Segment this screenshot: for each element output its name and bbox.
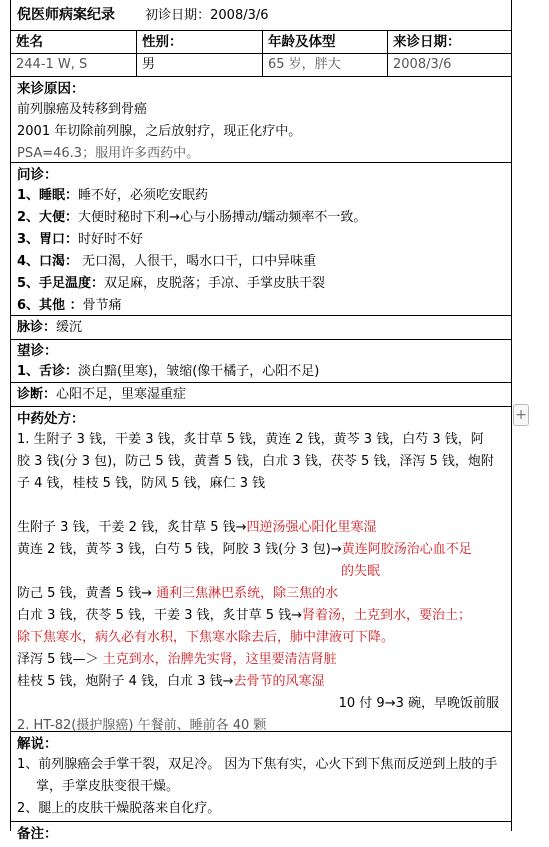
herb-note-herbs: 黄连 2 钱，黄芩 3 钱，白芍 5 钱，阿胶 3 钱(分 3 包)→: [17, 542, 342, 557]
tongue-text: 淡白黯(里寒)，皱缩(像干橘子，心阳不足): [78, 364, 320, 379]
herb-note: [17, 517, 505, 539]
prescription-item-2: 2. HT-82(摄护腺癌) 午餐前、睡前各 40 颗: [17, 718, 267, 733]
patient-id-value: 244-1 W, S: [11, 54, 137, 76]
age-build-value: 65 岁，胖大: [263, 54, 388, 76]
inquiry-item: [17, 251, 505, 273]
inquiry-item-text: 无口渴，人很干，喝水口干，口中异味重: [78, 254, 317, 269]
inquiry-item-label: 4、口渴：: [17, 254, 79, 269]
inquiry-item-label: 2、大便：: [17, 210, 79, 225]
inspection-heading: 望诊：: [17, 343, 58, 359]
explanation-section: [11, 732, 511, 822]
reason-heading: 来诊原因：: [17, 81, 85, 97]
explanation-heading: 解说：: [17, 736, 58, 752]
herb-note: [17, 649, 505, 671]
visit-date-label: 来诊日期：: [393, 34, 461, 50]
tongue-diagnosis-line: [17, 361, 505, 383]
inquiry-item-text: 睡不好，必须吃安眠药: [78, 188, 209, 203]
inquiry-heading: 问诊：: [17, 167, 58, 183]
reason-line: 前列腺癌及转移到骨癌: [17, 102, 148, 117]
diagnosis-text: 心阳不足，里寒湿重症: [56, 387, 187, 402]
inquiry-item: [17, 229, 505, 251]
tongue-label: 1、舌诊：: [17, 364, 79, 379]
inquiry-item-text: 骨节痛: [82, 298, 122, 313]
herb-note-continuation: 的失眠: [341, 564, 381, 579]
pulse-text: 缓沉: [56, 320, 83, 335]
add-row-button[interactable]: +: [513, 404, 529, 426]
inquiry-item-text: 时好时不好: [78, 232, 144, 247]
dosage-instructions: 10 付 9→3 碗，早晚饭前服: [338, 696, 499, 711]
herb-note-herbs: 桂枝 5 钱，炮附子 4 钱，白朮 3 钱→: [17, 674, 234, 689]
patient-info-value-row: [11, 54, 511, 77]
record-header: [11, 0, 511, 31]
diagnosis-section: [11, 383, 511, 407]
herb-note-herbs: 防己 5 钱，黄耆 5 钱→: [17, 586, 157, 601]
remarks-section: [11, 822, 511, 847]
patient-info-header-row: [11, 31, 511, 54]
prescription-heading: 中药处方：: [17, 411, 85, 427]
inquiry-item-label: 3、胃口：: [17, 232, 79, 247]
formula-line: 胶 3 钱(分 3 包)，防己 5 钱，黄耆 5 钱，白朮 3 钱，茯苓 5 钱，泽泻 5 钱，炮附: [17, 454, 494, 469]
inquiry-item-text: 大便时秘时下利→心与小肠搏动/蠕动频率不一致。: [78, 210, 367, 225]
inquiry-item: [17, 273, 505, 295]
name-label: 姓名: [11, 31, 137, 53]
inquiry-item: [17, 295, 505, 317]
herb-note-effect: 土克到水，治脾先实肾，这里要清洁肾脏: [102, 652, 337, 667]
inquiry-item-label: 6、其他 ：: [17, 298, 83, 313]
diagnosis-label: 诊断：: [17, 387, 57, 402]
herb-note-effect: 肾着汤，土克到水，要治土；: [302, 608, 472, 623]
prescription-section: [11, 407, 511, 732]
explanation-item: 1、前列腺癌会手掌干裂，双足冷。 因为下焦有实，心火下到下焦而反逆到上肢的手掌，手掌皮肤变很干燥。: [17, 757, 498, 794]
formula-line: 子 4 钱，桂枝 5 钱，防风 5 钱，麻仁 3 钱: [17, 476, 266, 491]
explanation-item: 2、腿上的皮肤干燥脱落来自化疗。: [17, 801, 221, 816]
herb-note-herbs: 泽泻 5 钱—＞: [17, 652, 103, 667]
age-build-label: 年龄及体型: [263, 31, 388, 53]
inquiry-item: [17, 207, 505, 229]
herb-note: [17, 583, 505, 605]
inspection-section: [11, 340, 511, 383]
formula-line: 1. 生附子 3 钱，干姜 3 钱，炙甘草 5 钱，黄连 2 钱，黄芩 3 钱，白芍 3 钱，阿: [17, 432, 484, 447]
herb-note-effect: 通利三焦淋巴系统，除三焦的水: [156, 586, 339, 601]
herb-note: [17, 671, 505, 693]
inquiry-item-text: 双足麻，皮脱落；手凉、手掌皮肤干裂: [104, 276, 326, 291]
blank-line: [17, 495, 505, 517]
gender-value: 男: [137, 54, 263, 76]
gender-label: 性别：: [137, 31, 263, 53]
reason-line: 2001 年切除前列腺，之后放射疗，现正化疗中。: [17, 124, 302, 139]
herb-note-herbs: 生附子 3 钱，干姜 2 钱，炙甘草 5 钱→: [17, 520, 247, 535]
inquiry-item: [17, 185, 505, 207]
first-visit-date: 初诊日期：2008/3/6: [145, 8, 269, 23]
reason-section: [11, 77, 511, 163]
pulse-label: 脉诊：: [17, 320, 57, 335]
visit-date-value: 2008/3/6: [393, 57, 452, 72]
diagnosis-line: [17, 384, 505, 406]
herb-note: [17, 539, 505, 561]
pulse-line: [17, 317, 505, 339]
remarks-heading: 备注：: [17, 826, 58, 842]
herb-note-effect: 去骨节的风寒湿: [233, 674, 325, 689]
inquiry-item-label: 5、手足温度：: [17, 276, 105, 291]
inquiry-item-label: 1、睡眠：: [17, 188, 79, 203]
herb-note-effect: 四逆汤强心阳化里寒湿: [246, 520, 377, 535]
pulse-section: [11, 316, 511, 340]
herb-note-effect: 黄连阿胶汤治心血不足: [341, 542, 472, 557]
reason-line: PSA=46.3；服用许多西药中。: [17, 146, 200, 161]
herb-note-herbs: 白朮 3 钱，茯苓 5 钱，干姜 3 钱，炙甘草 5 钱→: [17, 608, 303, 623]
herb-note-continuation: 除下焦寒水，病久必有水积，下焦寒水除去后，肺中津液可下降。: [17, 630, 395, 645]
inquiry-section: [11, 163, 511, 316]
record-title: 倪医师病案纪录: [17, 7, 115, 23]
medical-record-page: [10, 0, 512, 842]
herb-note: [17, 605, 505, 627]
